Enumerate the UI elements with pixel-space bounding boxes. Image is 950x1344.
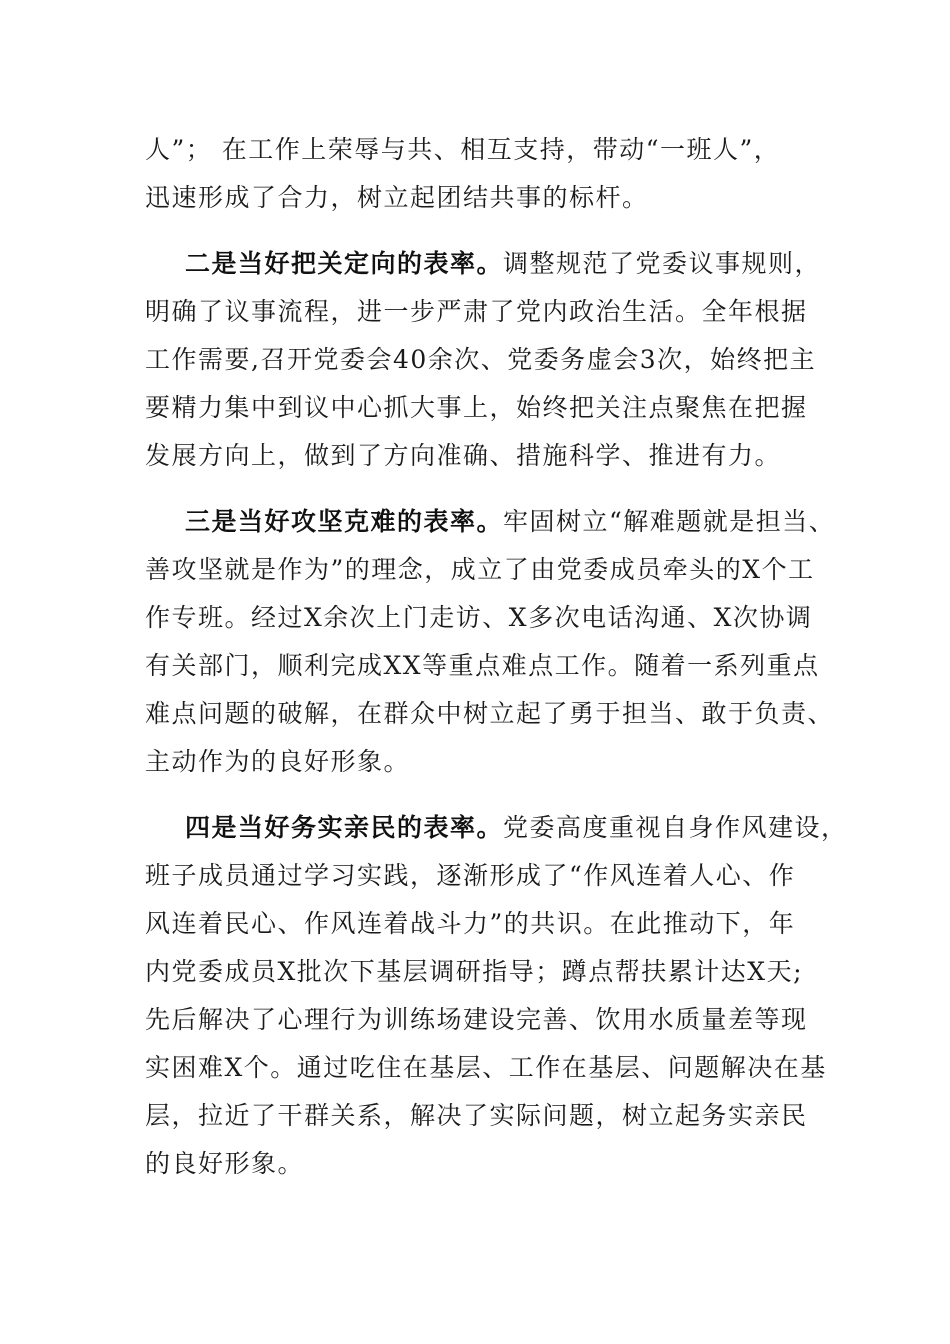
line-text: 的良好形象。 bbox=[145, 1149, 305, 1178]
text-line bbox=[145, 738, 815, 786]
text-line bbox=[145, 900, 815, 948]
text-line bbox=[145, 498, 836, 546]
paragraph-heading: 三是当好攻坚克难的表率。 bbox=[185, 507, 504, 536]
line-text: 发展方向上，做到了方向准确、措施科学、推进有力。 bbox=[145, 441, 782, 470]
line-text: 主动作为的良好形象。 bbox=[145, 747, 411, 776]
line-text: 作专班。经过X余次上门走访、X多次电话沟通、X次协调 bbox=[145, 603, 813, 632]
line-text: 有关部门，顺利完成XX等重点难点工作。随着一系列重点 bbox=[145, 651, 820, 680]
text-line bbox=[145, 948, 815, 996]
text-line bbox=[145, 690, 835, 738]
text-line bbox=[145, 1044, 827, 1092]
text-line bbox=[145, 642, 820, 690]
line-text: 先后解决了心理行为训练场建设完善、饮用水质量差等现 bbox=[145, 1005, 808, 1034]
paragraph-p3 bbox=[145, 804, 848, 1188]
text-line bbox=[145, 594, 815, 642]
paragraph-p2 bbox=[145, 498, 836, 786]
line-text: 善攻坚就是作为”的理念，成立了由党委成员牵头的X个工 bbox=[145, 555, 815, 584]
text-line bbox=[145, 126, 815, 174]
line-text: 工作需要,召开党委会40余次、党委务虚会3次，始终把主 bbox=[145, 345, 817, 374]
document-body bbox=[145, 126, 848, 1188]
line-text: 难点问题的破解，在群众中树立起了勇于担当、敢于负责、 bbox=[145, 699, 835, 728]
line-text: 层，拉近了干群关系，解决了实际问题，树立起务实亲民 bbox=[145, 1101, 808, 1130]
paragraph-heading: 二是当好把关定向的表率。 bbox=[185, 249, 504, 278]
text-line bbox=[145, 240, 822, 288]
line-text: 人”； 在工作上荣辱与共、相互支持，带动“一班人”， bbox=[145, 135, 781, 164]
text-line bbox=[145, 384, 815, 432]
line-text: 班子成员通过学习实践，逐渐形成了“作风连着人心、作 bbox=[145, 861, 796, 890]
text-line bbox=[145, 432, 815, 480]
line-text: 实困难X个。通过吃住在基层、工作在基层、问题解决在基 bbox=[145, 1053, 827, 1082]
line-text: 明确了议事流程，进一步严肃了党内政治生活。全年根据 bbox=[145, 297, 808, 326]
line-text: 要精力集中到议中心抓大事上，始终把关注点聚焦在把握 bbox=[145, 393, 808, 422]
text-line bbox=[145, 1092, 815, 1140]
text-line bbox=[145, 174, 815, 222]
line-text: 风连着民心、作风连着战斗力”的共识。在此推动下，年 bbox=[145, 909, 796, 938]
paragraph-p0 bbox=[145, 126, 815, 222]
paragraph-gap bbox=[145, 786, 815, 804]
paragraph-gap bbox=[145, 480, 815, 498]
line-text: 迅速形成了合力，树立起团结共事的标杆。 bbox=[145, 183, 649, 212]
text-line bbox=[145, 804, 848, 852]
line-text: 调整规范了党委议事规则， bbox=[503, 249, 822, 278]
paragraph-gap bbox=[145, 222, 815, 240]
paragraph-heading: 四是当好务实亲民的表率。 bbox=[185, 813, 504, 842]
text-line bbox=[145, 336, 815, 384]
text-line bbox=[145, 288, 815, 336]
line-text: 党委高度重视自身作风建设， bbox=[503, 813, 848, 842]
text-line bbox=[145, 546, 815, 594]
line-text: 内党委成员X批次下基层调研指导；蹲点帮扶累计达X天; bbox=[145, 957, 804, 986]
paragraph-p1 bbox=[145, 240, 822, 480]
text-line bbox=[145, 852, 815, 900]
text-line bbox=[145, 996, 815, 1044]
line-text: 牢固树立“解难题就是担当、 bbox=[503, 507, 836, 536]
text-line bbox=[145, 1140, 815, 1188]
